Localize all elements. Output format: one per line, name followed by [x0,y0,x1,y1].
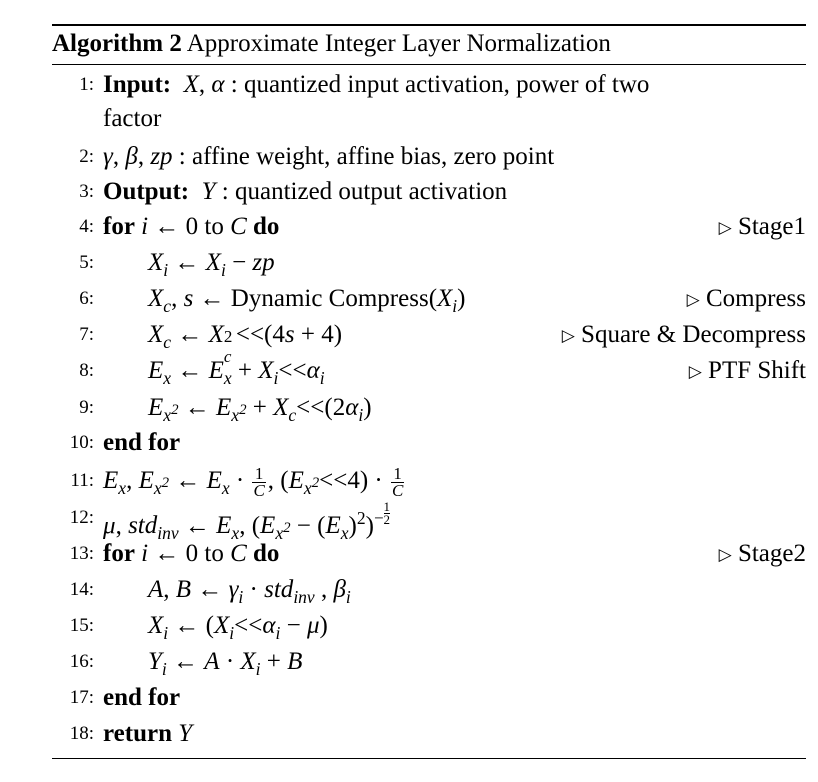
comment: ▷ Stage1 [719,210,806,246]
line-text: factor [103,105,162,132]
line-number: 5: [79,252,94,273]
keyword-for: for [103,213,135,240]
keyword-end-for: end for [103,684,181,711]
line-text: : affine weight, affine bias, zero point [172,143,555,170]
keyword-end-for: end for [103,429,181,456]
algorithm-caption [52,28,611,60]
line-number: 4: [79,216,94,237]
line-body: Input: X, α : quantized input activation, power of two [103,71,650,98]
line-number: 14: [69,579,94,600]
line-number: 8: [79,360,94,381]
algorithm-title: Approximate Integer Layer Normalization [186,30,611,57]
line-number: 3: [79,181,94,202]
keyword-input: Input: [103,71,172,98]
line-number: 6: [79,288,94,309]
line-body: $Y_i$ ← $A \cdot X_i + B$ [148,648,303,679]
line-body: return Y [103,720,193,747]
keyword-output: Output: [103,178,190,205]
line-number: 16: [69,651,94,672]
algo-line-7 [52,318,806,366]
algo-line-16 [52,645,806,679]
algo-line-13 [52,537,806,571]
comment-triangle-icon: ▷ [688,362,702,381]
algo-line-1 [52,68,806,102]
algo-line-5 [52,246,806,280]
keyword-return: return [103,720,172,747]
line-body [103,426,180,460]
algo-line-18 [52,717,806,751]
algo-line-14 [52,573,806,607]
line-number: 7: [79,324,94,345]
line-number: 17: [69,687,94,708]
line-body: for i ← 0 to C do [103,540,280,567]
line-number: 12: [69,507,94,528]
bottom-rule [52,758,806,759]
algo-line-11 [52,464,806,498]
line-number: 1: [79,74,94,95]
top-rule [52,24,806,26]
algo-line-12 [52,499,806,544]
algo-line-8 [52,354,806,388]
comment: ▷ Compress [687,282,806,318]
line-body [103,681,180,715]
line-text: : quantized output activation [215,178,508,205]
line-body: $X_c$ ← X 2 c <<(4s + 4) [148,321,343,366]
line-body: $E_x$ ← $E_x + X_i<<\alpha_i$ [148,357,325,388]
line-text: : quantized input activation, power of two [224,71,650,98]
line-body: $X_i$ ← $(X_i<<\alpha_i - \mu)$ [148,612,328,643]
comment-triangle-icon: ▷ [718,218,732,237]
line-body: γ, β, zp : affine weight, affine bias, zero point [103,143,555,170]
line-body: $X_i$ ← $X_i$ − zp [148,249,275,280]
comment-triangle-icon: ▷ [561,326,575,345]
algo-line-17 [52,681,806,715]
algo-line-9 [52,391,806,425]
line-number: 18: [69,723,94,744]
comment: ▷ PTF Shift [689,354,806,390]
keyword-do: do [253,540,280,567]
line-number: 9: [79,397,94,418]
comment-triangle-icon: ▷ [718,545,732,564]
line-body: A, B ← $\gamma_i \cdot std_{inv}$ , $\beta_i$ [148,576,351,607]
algo-line-15 [52,609,806,643]
line-number: 11: [70,470,94,491]
algo-line-1-continuation [52,102,806,136]
line-body: $E_{x^2}$ ← $E_{x^2} + X_c<<(2\alpha_i)$ [148,394,372,425]
line-body: μ, std$_{inv}$ ← $E_x$, $(E_{x^2} - (E_x)^2)^-$ $\frac{1}{2}$ [103,499,391,544]
line-body: $X_c$, s ← Dynamic $Compress(X_i)$ [148,285,466,316]
function-name: Dynamic Compress [230,285,429,312]
algo-line-3 [52,175,806,209]
line-number: 13: [69,543,94,564]
algo-line-4 [52,210,806,244]
comment: ▷ Square & Decompress [562,318,806,354]
line-number: 10: [69,432,94,453]
keyword-for: for [103,540,135,567]
keyword-do: do [253,213,280,240]
line-body: for i ← 0 to C do [103,213,280,240]
algo-line-2 [52,140,806,174]
line-body: Output: Y : quantized output activation [103,178,508,205]
line-body: $E_x$, $E_{x^2}$ ← $E_x$ · $\frac{1}{C}$ , $(E_{x^2}<<4)$ · $\frac{1}{C}$ [103,463,404,500]
algorithm-label: Algorithm 2 [52,30,182,57]
line-number: 15: [69,615,94,636]
comment: ▷ Stage2 [719,537,806,573]
line-number: 2: [79,146,94,167]
caption-rule [52,64,806,65]
algo-line-10 [52,426,806,460]
algo-line-6 [52,282,806,316]
comment-triangle-icon: ▷ [686,290,700,309]
